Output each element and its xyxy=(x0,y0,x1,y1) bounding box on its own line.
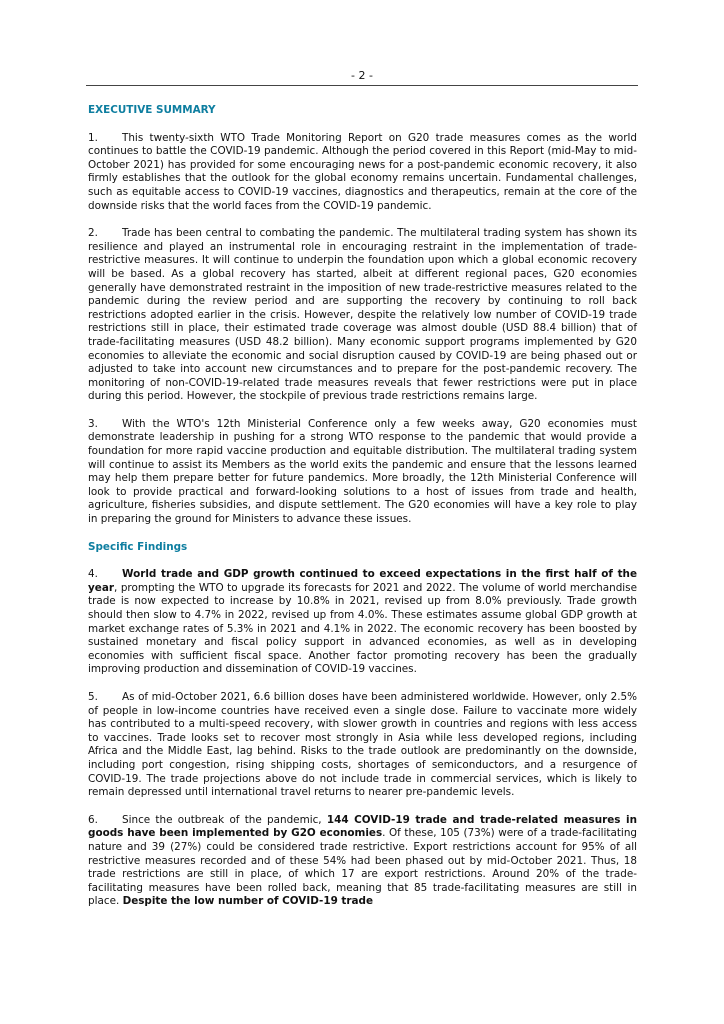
paragraph-5 xyxy=(88,691,637,800)
paragraph-6 xyxy=(88,814,637,909)
paragraph-bold-finding: 144 COVID-19 trade and trade-related measures in goods have been implemented by G2O economies xyxy=(88,813,637,840)
paragraph-4 xyxy=(88,568,637,677)
paragraph-text: This twenty-sixth WTO Trade Monitoring Report on G20 trade measures comes as the world continues to battle the COVID-19 pandemic. Although the period covered in this Report (mid-May to mid-October 2021) has provided for some encouraging news for a post-pandemic economic recovery, it also firmly establishes that the outlook for the global economy remains uncertain. Fundamental challenges, such as equitable access to COVID-19 vaccines, diagnostics and therapeutics, remain at the core of the downside risks that the world faces from the COVID-19 pandemic. xyxy=(88,131,637,212)
executive-summary-heading: EXECUTIVE SUMMARY xyxy=(88,104,216,116)
header-rule xyxy=(86,85,638,86)
paragraph-number: 3. xyxy=(88,417,98,430)
paragraph-number: 6. xyxy=(88,813,98,826)
paragraph-text: . Of these, 105 (73%) were of a trade-facilitating nature and 39 (27%) could be considered trade restrictive. Export restrictions account for 95% of all restrictive measures recorded and of these 54% had been phased out by mid-October 2021. Thus, 18 trade restrictions are still in place, of which 17 are export restrictions. Around 20% of the trade-facilitating measures have been rolled back, meaning that 85 trade-facilitating measures are still in place. xyxy=(88,827,637,908)
document-body xyxy=(88,104,637,909)
paragraph-number: 2. xyxy=(88,227,98,240)
specific-findings-heading: Specific Findings xyxy=(88,540,188,553)
paragraph-bold-finding: Despite the low number of COVID-19 trade xyxy=(122,895,374,908)
paragraph-text: Since the outbreak of the pandemic, xyxy=(122,813,327,826)
paragraph-text: With the WTO's 12th Ministerial Conference only a few weeks away, G20 economies must demonstrate leadership in pushing for a strong WTO response to the pandemic that would provide a foundation for more rapid vaccine production and equitable distribution. The multilateral trading system will continue to assist its Members as the world exits the pandemic and ensure that the lessons learned may help them prepare better for future pandemics. More broadly, the 12th Ministerial Conference will look to provide practical and forward-looking solutions to a host of issues from trade and health, agriculture, fisheries subsidies, and dispute settlement. The G20 economies will have a key role to play in preparing the ground for Ministers to advance these issues. xyxy=(88,417,637,526)
paragraph-text: , prompting the WTO to upgrade its forecasts for 2021 and 2022. The volume of world merchandise trade is now expected to increase by 10.8% in 2021, revised up from 8.0% previously. Trade growth should then slow to 4.7% in 2022, revised up from 4.0%. These estimates assume global GDP growth at market exchange rates of 5.3% in 2021 and 4.1% in 2022. The economic recovery has been boosted by sustained monetary and fiscal policy support in advanced economies, as well as in developing economies with sufficient fiscal space. Another factor promoting recovery has been the gradually improving production and dissemination of COVID-19 vaccines. xyxy=(88,581,637,676)
paragraph-3 xyxy=(88,418,637,527)
paragraph-number: 5. xyxy=(88,690,98,703)
page-number: - 2 - xyxy=(351,69,373,82)
paragraph-number: 4. xyxy=(88,568,98,581)
paragraph-text: As of mid-October 2021, 6.6 billion doses have been administered worldwide. However, only 2.5% of people in low-income countries have received even a single dose. Failure to vaccinate more widely has contributed to a multi-speed recovery, with slower growth in countries and regions with less access to vaccines. Trade looks set to recover most strongly in Asia while less developed regions, including Africa and the Middle East, lag behind. Risks to the trade outlook are predominantly on the downside, including port congestion, rising shipping costs, shortages of semiconductors, and a resurgence of COVID-19. The trade projections above do not include trade in commercial services, which is likely to remain depressed until international travel returns to nearer pre-pandemic levels. xyxy=(88,690,637,799)
paragraph-number: 1. xyxy=(88,131,98,144)
paragraph-text: Trade has been central to combating the pandemic. The multilateral trading system has shown its resilience and played an instrumental role in encouraging restraint in the implementation of trade-restrictive measures. It will continue to underpin the foundation upon which a global economic recovery will be based. As a global recovery has started, albeit at different regional paces, G20 economies generally have demonstrated restraint in the imposition of new trade-restrictive measures related to the pandemic during the review period and are supporting the recovery by continuing to roll back restrictions adopted earlier in the crisis. However, despite the relatively low number of COVID-19 trade restrictions still in place, their estimated trade coverage was almost double (USD 88.4 billion) that of trade-facilitating measures (USD 48.2 billion). Many economic support programs implemented by G20 economies to alleviate the economic and social disruption caused by COVID-19 are being phased out or adjusted to take into account new circumstances and to prepare for the post-pandemic recovery. The monitoring of non-COVID-19-related trade measures reveals that fewer restrictions were put in place during this period. However, the stockpile of previous trade restrictions remains large. xyxy=(88,227,637,403)
paragraph-1 xyxy=(88,132,637,214)
paragraph-bold-lead: World trade and GDP growth continued to exceed expectations in the first half of the year xyxy=(88,568,637,594)
paragraph-2 xyxy=(88,227,637,404)
